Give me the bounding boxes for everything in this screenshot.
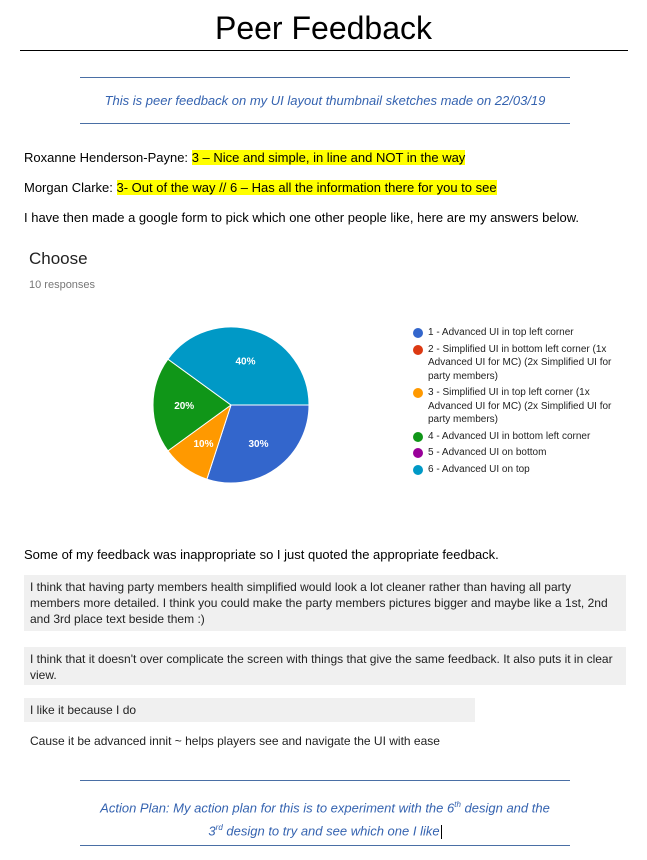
action-plan-text: 3 <box>208 823 216 839</box>
slice-label: 10% <box>193 438 214 450</box>
legend-label: 4 - Advanced UI in bottom left corner <box>428 430 591 442</box>
page-title: Peer Feedback <box>214 10 432 46</box>
legend-label: 6 - Advanced UI on top <box>428 463 530 475</box>
action-plan <box>80 795 570 842</box>
text-cursor <box>441 825 442 839</box>
action-plan-text: design and the <box>460 800 550 816</box>
legend-swatch <box>413 345 423 355</box>
action-plan-text: Action Plan: My action plan for this is to experiment with the 6 <box>100 800 455 816</box>
feedback-name: Morgan Clarke: <box>24 180 113 195</box>
feedback-comment: 3- Out of the way // 6 – Has all the information there for you to see <box>116 180 497 195</box>
legend-swatch <box>413 328 423 338</box>
slice-label: 30% <box>248 438 269 450</box>
feedback-line-1 <box>24 150 465 165</box>
feedback-comment: 3 – Nice and simple, in line and NOT in the way <box>191 150 466 165</box>
title-divider <box>20 50 628 51</box>
legend-item <box>413 463 628 477</box>
legend-label: 3 - Simplified UI in top left corner (1x Advanced UI for MC) (2x Simplified UI for party members) <box>428 387 612 425</box>
response-card: I think that it doesn't over complicate the screen with things that give the same feedback. It also puts it in clear view. <box>24 647 626 685</box>
legend-item <box>413 343 628 384</box>
pie-chart <box>146 320 316 490</box>
legend-label: 2 - Simplified UI in bottom left corner (1x Advanced UI for MC) (2x Simplified UI for party members) <box>428 343 612 382</box>
intro-note: This is peer feedback on my UI layout thumbnail sketches made on 22/03/19 <box>104 93 546 108</box>
intro-rule-bottom <box>80 123 570 124</box>
feedback-line-2 <box>24 180 497 195</box>
legend-item <box>413 386 628 427</box>
legend-swatch <box>413 448 423 458</box>
legend-swatch <box>413 432 423 442</box>
superscript: rd <box>215 823 223 833</box>
legend-item <box>413 326 628 340</box>
legend-label: 5 - Advanced UI on bottom <box>428 447 547 458</box>
legend-item <box>413 430 628 444</box>
legend-swatch <box>413 388 423 398</box>
action-plan-text: design to try and see which one I like <box>222 823 440 839</box>
chart-subtitle: 10 responses <box>29 279 96 291</box>
chart-legend <box>413 326 628 479</box>
form-intro: I have then made a google form to pick which one other people like, here are my answers below. <box>24 210 579 225</box>
legend-item <box>413 446 628 460</box>
action-rule-top <box>80 780 570 781</box>
superscript: th <box>454 800 461 809</box>
slice-label: 40% <box>235 356 256 368</box>
response-card: I think that having party members health simplified would look a lot cleaner rather than having all party members more detailed. I think you could make the party members pictures bigger and maybe like a 1st, 2nd and 3rd place text beside them :) <box>24 575 626 631</box>
intro-rule-top <box>80 77 570 78</box>
feedback-name: Roxanne Henderson-Payne: <box>24 150 189 165</box>
slice-label: 20% <box>174 401 195 412</box>
response-card: I like it because I do <box>24 698 475 722</box>
legend-label: 1 - Advanced UI in top left corner <box>428 327 574 338</box>
action-rule-bottom <box>80 845 570 846</box>
legend-swatch <box>413 465 423 475</box>
quoted-intro: Some of my feedback was inappropriate so I just quoted the appropriate feedback. <box>24 547 499 562</box>
response-text: Cause it be advanced innit ~ helps players see and navigate the UI with ease <box>30 734 440 748</box>
chart-title: Choose <box>29 249 88 268</box>
